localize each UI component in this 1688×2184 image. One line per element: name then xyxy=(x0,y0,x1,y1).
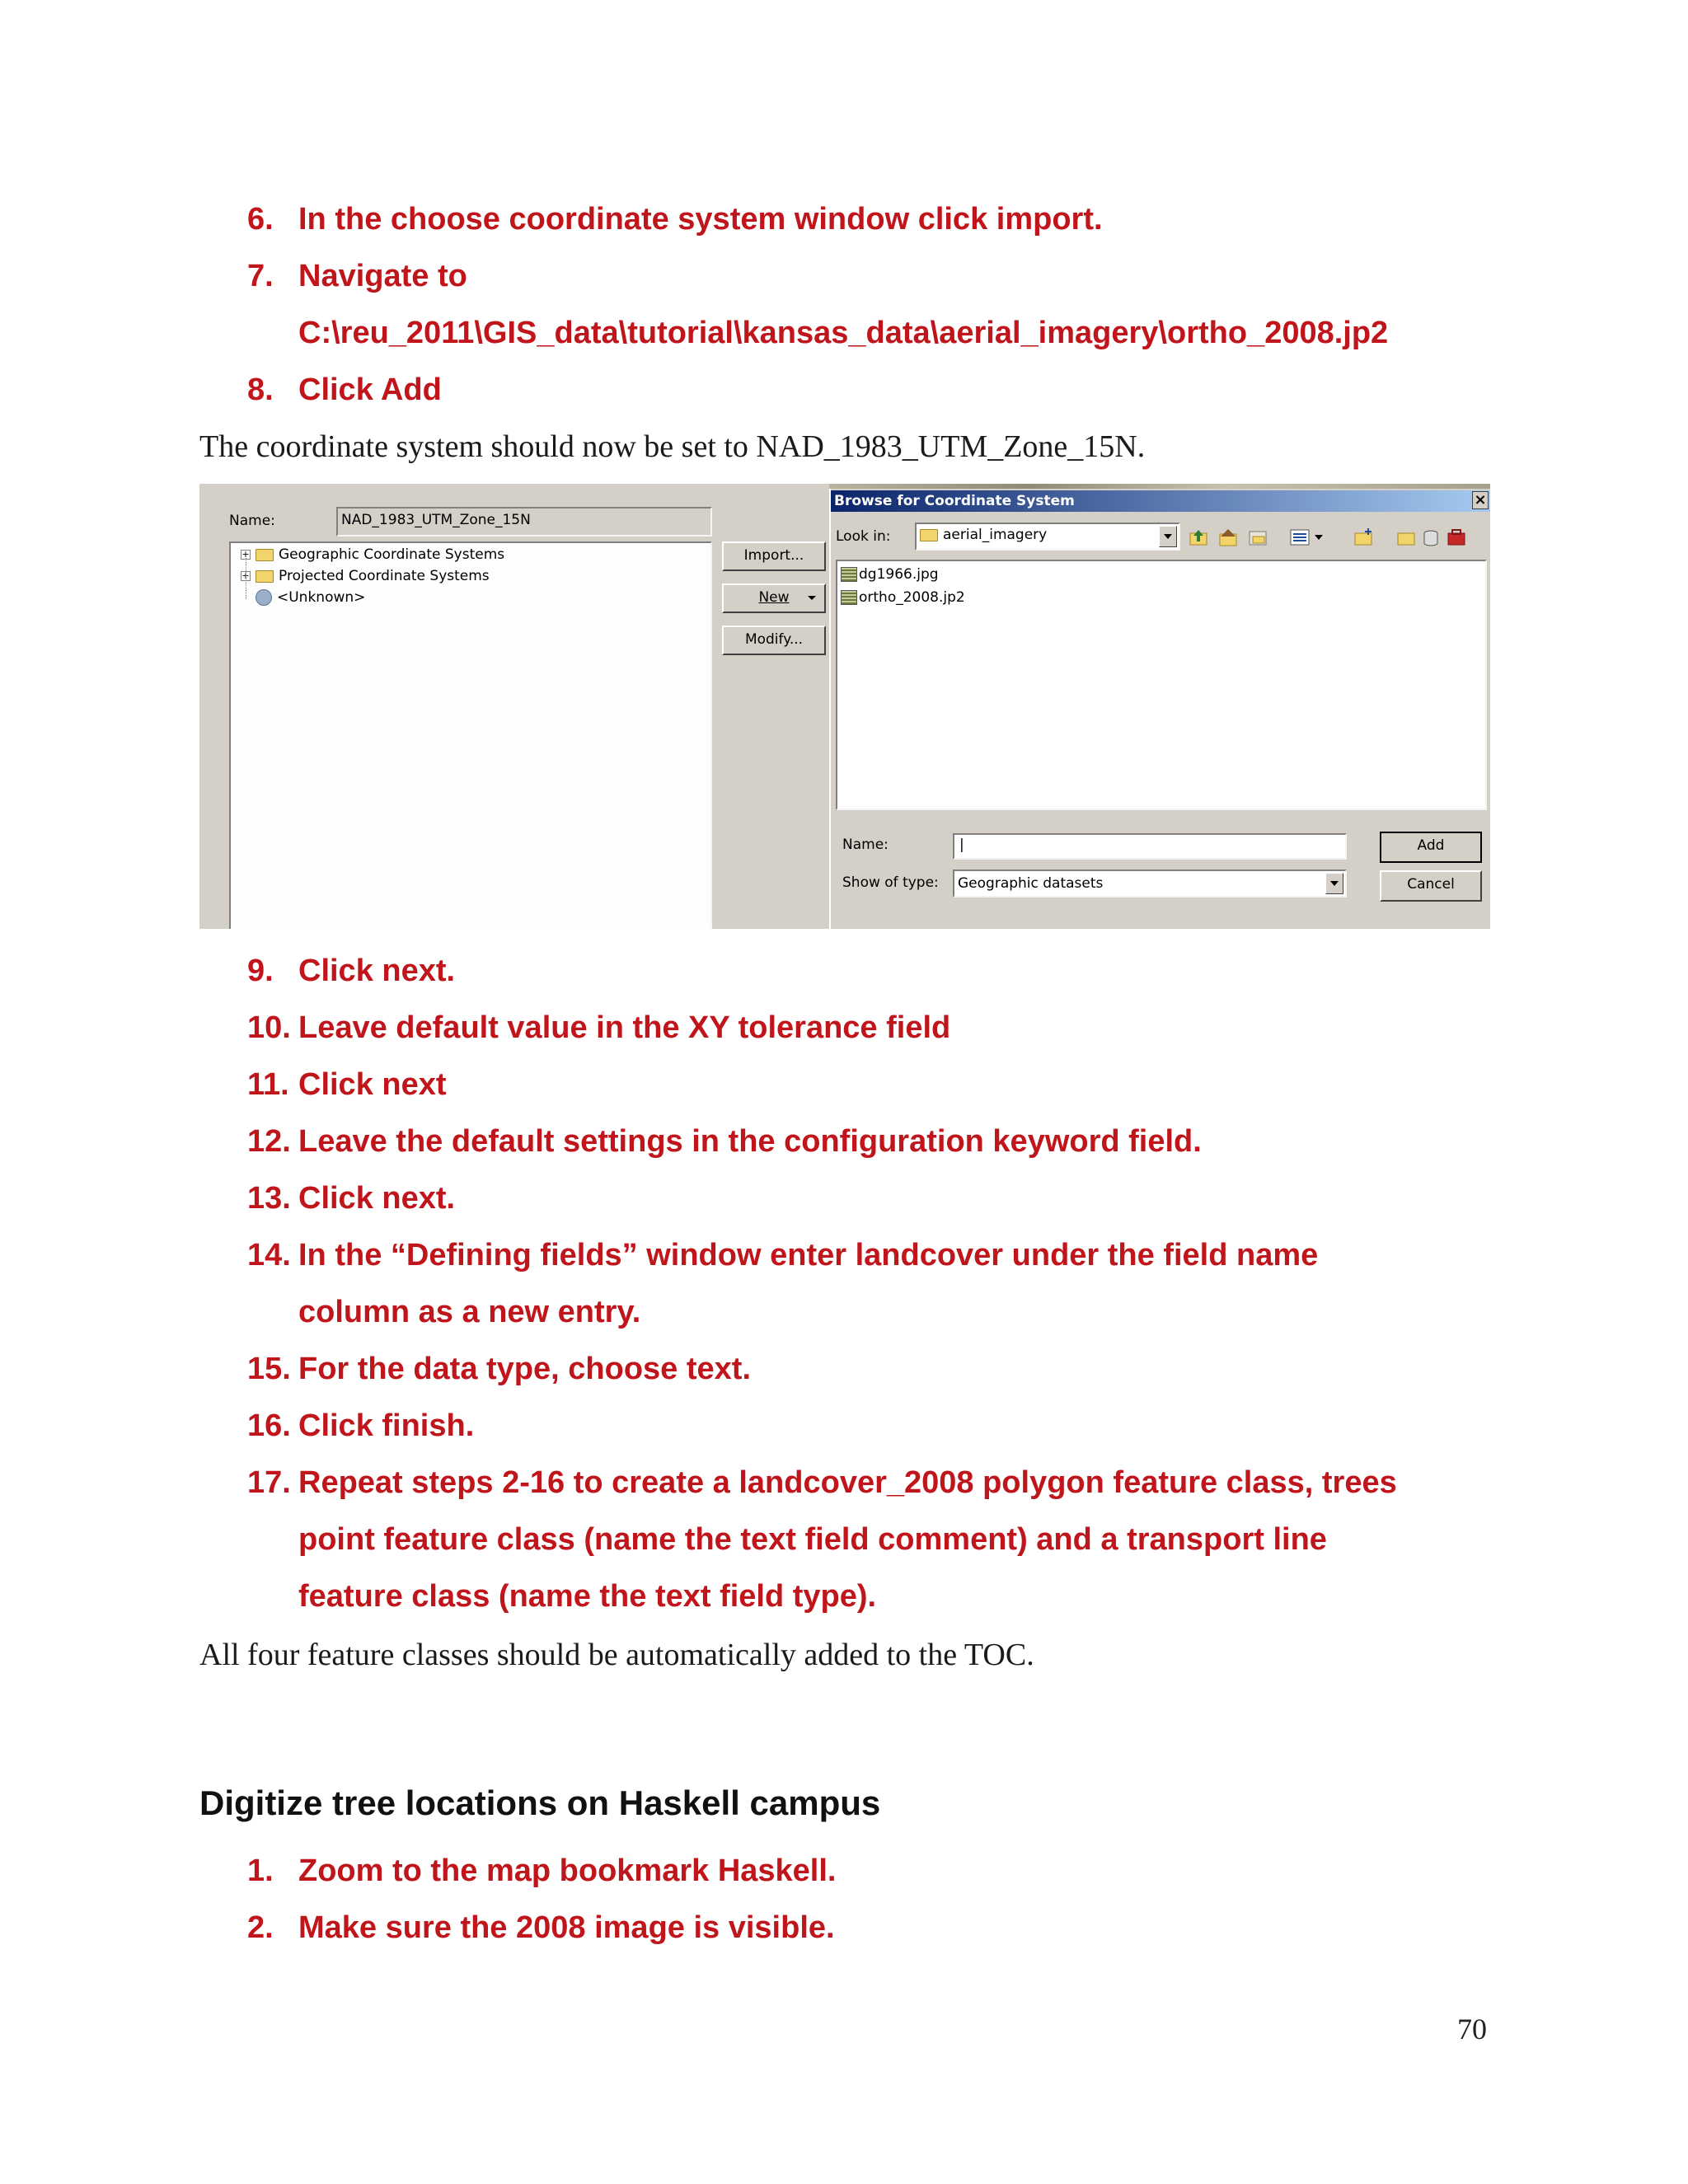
up-folder-icon[interactable] xyxy=(1189,527,1210,548)
file-name: ortho_2008.jp2 xyxy=(859,589,965,606)
step-number: 13. xyxy=(247,1181,291,1216)
step-text: Click next. xyxy=(298,954,456,988)
dropdown-arrow-icon xyxy=(808,596,816,600)
chevron-down-icon[interactable] xyxy=(1325,873,1343,894)
file-item-dg1966[interactable] xyxy=(841,566,939,583)
step-number: 17. xyxy=(247,1465,291,1500)
page-number: 70 xyxy=(1457,2013,1487,2046)
step-text: Zoom to the map bookmark Haskell. xyxy=(298,1854,837,1888)
step-text: Click Add xyxy=(298,373,442,407)
tree-item-geographic[interactable] xyxy=(241,546,504,563)
step-text: column as a new entry. xyxy=(298,1295,641,1329)
import-button[interactable]: Import... xyxy=(722,541,826,571)
browse-name-label: Name: xyxy=(842,837,889,853)
step-number: 16. xyxy=(247,1408,291,1443)
name-field-value: NAD_1983_UTM_Zone_15N xyxy=(341,512,531,528)
look-in-value: aerial_imagery xyxy=(943,527,1048,543)
step-number: 12. xyxy=(247,1124,291,1159)
step-number: 6. xyxy=(247,202,274,237)
tree-item-label: Projected Coordinate Systems xyxy=(279,568,490,584)
look-in-label: Look in: xyxy=(836,528,891,545)
new-button[interactable] xyxy=(722,583,826,613)
raster-icon xyxy=(841,590,857,605)
folder-icon xyxy=(256,549,274,561)
globe-icon xyxy=(256,589,272,606)
show-of-type-value: Geographic datasets xyxy=(958,875,1104,892)
cancel-button[interactable]: Cancel xyxy=(1380,870,1482,902)
new-folder-icon[interactable] xyxy=(1353,527,1375,548)
section-heading: Digitize tree locations on Haskell campus xyxy=(199,1783,881,1822)
paragraph-coordinate-system: The coordinate system should now be set to NAD_1983_UTM_Zone_15N. xyxy=(199,429,1146,464)
chevron-down-icon[interactable] xyxy=(1159,526,1177,547)
step-text: In the choose coordinate system window click import. xyxy=(298,202,1103,237)
folder-icon-toolbar[interactable] xyxy=(1396,527,1418,548)
expand-icon[interactable]: + xyxy=(241,549,250,560)
tree-item-projected[interactable] xyxy=(241,568,490,584)
add-button[interactable]: Add xyxy=(1380,832,1482,863)
step-text: Repeat steps 2-16 to create a landcover_2008 polygon feature class, trees xyxy=(298,1465,1397,1500)
browse-name-field[interactable] xyxy=(953,833,1347,860)
step-number: 7. xyxy=(247,259,274,293)
step-number: 8. xyxy=(247,373,274,407)
folder-icon xyxy=(256,570,274,583)
step-text: Leave default value in the XY tolerance field xyxy=(298,1010,951,1045)
step-text: Leave the default settings in the configuration keyword field. xyxy=(298,1124,1202,1159)
browse-title: Browse for Coordinate System xyxy=(834,493,1075,509)
step-number: 15. xyxy=(247,1352,291,1386)
raster-icon xyxy=(841,567,857,582)
step-number: 1. xyxy=(247,1854,274,1888)
file-item-ortho-2008[interactable] xyxy=(841,589,965,606)
tree-item-label: <Unknown> xyxy=(277,589,366,606)
folder-icon xyxy=(920,529,938,541)
coordinate-system-screenshot xyxy=(199,484,1490,929)
step-number: 9. xyxy=(247,954,274,988)
tree-item-label: Geographic Coordinate Systems xyxy=(279,546,505,563)
name-field[interactable] xyxy=(336,507,712,537)
browse-title-bar xyxy=(831,490,1490,512)
browse-name-value: | xyxy=(959,837,964,853)
step-text: Click finish. xyxy=(298,1408,475,1443)
step-number: 2. xyxy=(247,1910,274,1945)
step-text: In the “Defining fields” window enter landcover under the field name xyxy=(298,1238,1319,1272)
show-of-type-label: Show of type: xyxy=(842,874,939,891)
step-text: point feature class (name the text field comment) and a transport line xyxy=(298,1522,1327,1557)
toolbox-icon[interactable] xyxy=(1446,527,1469,548)
step-text: For the data type, choose text. xyxy=(298,1352,751,1386)
close-icon[interactable]: × xyxy=(1472,491,1489,509)
step-number: 14. xyxy=(247,1238,291,1272)
step-text: Click next. xyxy=(298,1181,456,1216)
home-icon[interactable] xyxy=(1218,527,1240,548)
step-text: Navigate to xyxy=(298,259,467,293)
connect-folder-icon[interactable] xyxy=(1248,527,1269,548)
view-dropdown-icon[interactable] xyxy=(1314,533,1324,541)
step-text: Click next xyxy=(298,1067,447,1102)
name-label: Name: xyxy=(229,513,275,529)
expand-icon[interactable]: + xyxy=(241,570,250,581)
step-number: 10. xyxy=(247,1010,291,1045)
new-button-label: New xyxy=(758,589,790,606)
file-name: dg1966.jpg xyxy=(859,566,939,583)
paragraph-feature-classes: All four feature classes should be automatically added to the TOC. xyxy=(199,1638,1034,1672)
step-text: C:\reu_2011\GIS_data\tutorial\kansas_data\aerial_imagery\ortho_2008.jp2 xyxy=(298,316,1389,350)
modify-button[interactable]: Modify... xyxy=(722,626,826,655)
step-number: 11. xyxy=(247,1067,289,1102)
show-of-type-combo[interactable] xyxy=(953,869,1347,898)
tree-item-unknown[interactable] xyxy=(241,589,365,606)
look-in-combo[interactable] xyxy=(915,523,1180,551)
step-text: Make sure the 2008 image is visible. xyxy=(298,1910,835,1945)
tree-connector xyxy=(246,558,247,599)
database-icon[interactable] xyxy=(1421,527,1442,548)
list-view-icon[interactable] xyxy=(1289,527,1312,548)
step-text: feature class (name the text field type). xyxy=(298,1579,877,1614)
